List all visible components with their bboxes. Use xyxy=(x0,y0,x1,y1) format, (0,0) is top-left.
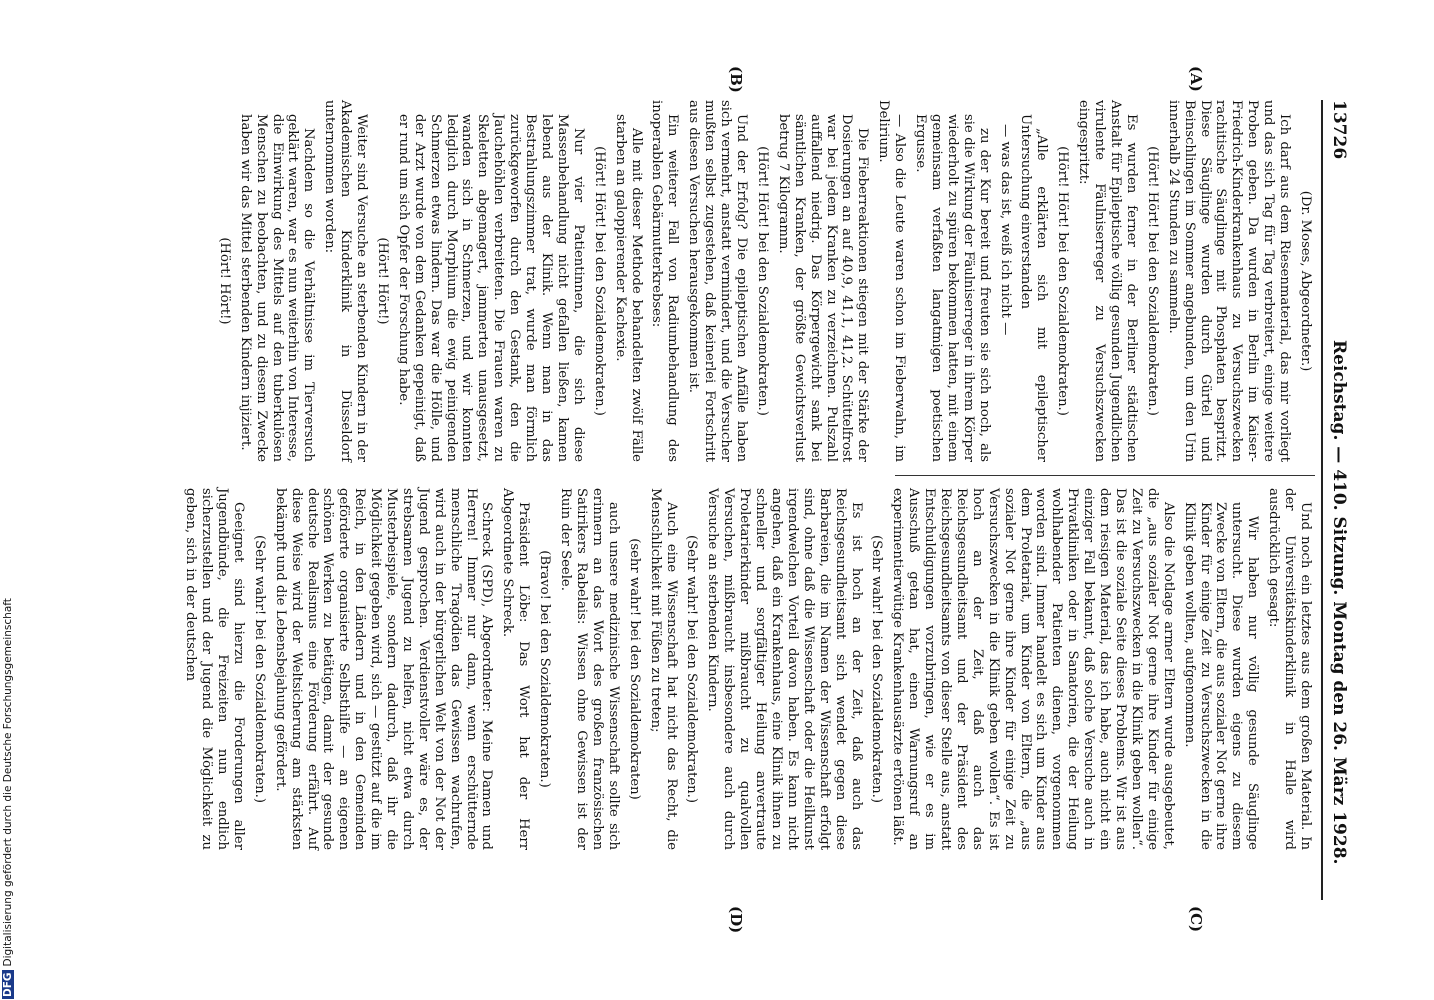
quote: Nachdem so die Verhältnisse im Tierversuch geklärt waren, war es nun weiterhin von Interesse, die Einwirkung des Mittels auf den tuberkulösen Menschen zu beobachten, und zu diesem Zwecke haben wir das Mittel sterbenden Kindern injiziert. xyxy=(237,114,317,462)
quote: zu der Kur bereit und freuten sie sich noch, als sie die Wirkung der Fäulniserreger in ihrem Körper wiederholt zu spüren bekommen hatten, mit einem gemeinsam verfaßten langatmigen poetischen Ergusse. xyxy=(913,114,992,462)
quote: „Alle erklärten sich mit epileptischer Untersuchung einverstanden xyxy=(1018,114,1050,462)
aside: — was das ist, weiß ich nicht — xyxy=(997,124,1013,336)
speaker-line: (Dr. Moses, Abgeordneter.) xyxy=(1298,190,1313,372)
interjection: (Hört! Hört! bei den Sozialdemokraten.) xyxy=(1144,146,1160,416)
header-rule xyxy=(1321,100,1323,900)
interjection: (Hört! Hört! bei den Sozialdemokraten.) xyxy=(591,146,607,416)
left-column xyxy=(211,100,1313,462)
paragraph: auch unsere medizinische Wissenschaft sollte sich erinnern an das Wort des großen französischen Satirikers Rabelais: Wissen ohne Gewissen ist der Ruin der Seele. xyxy=(558,488,621,850)
paragraph: Also die Notlage armer Eltern wurde ausgebeutet, die „aus sozialer Not gerne ihre Kinder für einige Zeit zu Versuchszwecken in die Klinik geben wollen“. Das ist die soziale Seite dieses Problems. Wir ist aus dem riesigen Material, das ich habe, auch nicht ein einziger Fall bekannt, daß solche Versuche auch in Privatkliniken oder in Sanatorien, die der Heilung wohlhabender Patienten dienen, vorgenommen worden sind. Immer handelt es sich um Kinder aus dem Proletariat, um Kinder von Eltern, die „aus sozialer Not gerne ihre Kinder für einige Zeit zu Versuchszwecken in die Klinik geben wollen“. Es ist hoch an der Zeit, daß auch das Reichsgesundheitsamt und der Präsident des Reichsgesundheitsamts von dieser Stelle aus, anstatt Entschuldigungen vorzubringen, wie er es im Ausschuß getan hat, einen Warnungsruf an experimentierwütige Krankenhausärzte ertönen läßt. xyxy=(890,488,1176,850)
paragraph: Ein weiterer Fall von Radiumbehandlung des inoperablen Gebärmutterkrebses: xyxy=(649,100,681,462)
running-title: Reichstag. — 410. Sitzung. Montag den 26. März 1928. xyxy=(1329,340,1349,865)
interjection: (sehr wahr! bei den Sozialdemokraten) xyxy=(626,538,642,800)
interjection: (Hört! Hört!) xyxy=(374,237,390,325)
quote: Wir haben nur völlig gesunde Säuglinge untersucht. Diese wurden eigens zu diesem Zwecke von Eltern, die aus sozialer Not gerne ihre Kinder für einige Zeit zu Versuchszwecken in die Klinik geben wollten, aufgenommen. xyxy=(1181,502,1261,850)
interjection: (Bravo! bei den Sozialdemokraten.) xyxy=(537,550,553,788)
president-line: Präsident Löbe: Das Wort hat der Herr Abgeordnete Schreck. xyxy=(500,488,532,850)
interjection: (Hört! Hört! bei den Sozialdemokraten.) xyxy=(754,146,770,416)
paragraph: Schreck (SPD), Abgeordneter: Meine Damen und Herren! Immer nur dann, wenn erschütternde menschliche Tragödien das Gewissen wachrufen, wird auch in der bürgerlichen Welt von der Not der Jugend gesprochen. Verdienstvoller wäre es, der strebsamen Jugend zu helfen, nicht etwa durch Musterbeispiele, sondern dadurch, daß ihr die Möglichkeit gegeben wird, sich — gestützt auf die im Reich, in den Ländern und in den Gemeinden geförderte organisierte Selbsthilfe — an eigenen schönen Werken zu betätigen, damit der gesunde deutsche Realismus eine Förderung erfährt. Auf diese Weise wird der Weltsicherung am stärksten bekämpft und die Lebensbejahung gefördert. xyxy=(272,488,495,850)
dfg-logo: DFG xyxy=(2,972,14,997)
interjection: (Sehr wahr! bei den Sozialdemokraten.) xyxy=(251,535,267,803)
credit-text: Digitalisierung gefördert durch die Deutsche Forschungsgemeinschaft xyxy=(2,598,14,967)
margin-marker-c: (C) xyxy=(1187,906,1205,933)
quote: Nur vier Patientinnen, die sich diese Massenbehandlung nicht gefallen ließen, kamen lebend aus der Klinik. Wenn man in das Bestrahlungszimmer trat, wurde man förmlich zurückgeworfen durch den Gestank, den die Jauchehöhlen verbreiteten. Die Frauen waren zu Skeletten abgemagert, jammerten unausgesetzt, wanden sich in Schmerzen, und wir konnten lediglich durch Morphium die ewig peinigenden Schmerzen etwas lindern. Das war die Hölle, und der Arzt wurde von dem Gedanken gepeinigt, daß er rund um sich Opfer der Forschung habe. xyxy=(395,114,586,462)
interjection: (Hört! Hört!) xyxy=(216,237,232,325)
paragraph: Und noch ein letztes aus dem großen Material. In der Universitätskinderklinik in Halle wird ausdrücklich gesagt: xyxy=(1266,488,1313,850)
interjection: (Sehr wahr! bei den Sozialdemokraten.) xyxy=(684,535,700,803)
margin-marker-b: (B) xyxy=(727,66,745,93)
margin-marker-a: (A) xyxy=(1187,66,1205,92)
page-number: 13726 xyxy=(1329,100,1349,160)
quote: Die Fieberreaktionen stiegen mit der Stärke der Dosierungen an auf 40,9, 41,1, 41,2. Schüttelfrost war bei jedem Kranken zu verzeichnen. Pulszahl auffallend niedrig. Das Körpergewicht sank bei sämtlichen Kranken, der größte Gewichtsverlust betrug 7 Kilogramm. xyxy=(775,114,871,462)
rotated-document-page xyxy=(115,66,1355,934)
interjection: (Sehr wahr! bei den Sozialdemokraten.) xyxy=(869,535,885,803)
paragraph: — Also die Leute waren schon im Fieberwahn, im Delirium. xyxy=(876,100,908,462)
paragraph: Es wurden ferner in der Berliner städtischen Anstalt für Epileptische völlig gesunden Jugendlichen virulente Fäulniserreger zu Versuchszwecken eingespritzt: xyxy=(1076,100,1139,462)
paragraph: Ich darf aus dem Riesenmaterial, das mir vorliegt und das sich Tag für Tag verbreitert, einige weitere Proben geben. Da wurden in Berlin im Kaiser-Friedrich-Kinderkrankenhaus zu Versuchszwecken rachitische Säuglinge mit Phosphaten bespritzt. Diese Säuglinge wurden durch Gürtel und Beinschlingen im Sommer angebunden, um den Urin innerhalb 24 Stunden zu sammeln. xyxy=(1165,100,1293,462)
paragraph: Es ist hoch an der Zeit, daß auch das Reichsgesundheitsamt sich wendet gegen diese Barbareien, die im Namen der Wissenschaft erfolgt sind, ohne daß die Wissenschaft oder die Heilkunst irgendwelchen Vorteil davon haben. Es kann nicht angehen, daß ein Krankenhaus, eine Klinik ihnen zu schneller und sorgfältiger Heilung anvertraute Proletarierkinder mißbraucht zu qualvollen Versuchen, mißbraucht insbesondere auch durch Versuche an sterbenden Kindern. xyxy=(705,488,864,850)
interjection: (Hört! Hört! bei den Sozialdemokraten.) xyxy=(1055,146,1071,416)
paragraph: Und der Erfolg? Die epileptischen Anfälle haben sich vermehrt, anstatt vermindert, und die Versucher mußten selbst zugestehen, daß keinerlei Fortschritt aus diesen Versuchen herausgekommen ist. xyxy=(686,100,749,462)
paragraph: Auch eine Wissenschaft hat nicht das Recht, die Menschlichkeit mit Füßen zu treten; xyxy=(647,488,679,850)
right-column xyxy=(177,488,1313,850)
paragraph: Geeignet sind hierzu die Forderungen aller Jugendbünde, die Freizeiten nun endlich sicherzustellen und der Jugend die Möglichkeit zu geben, sich in der deutschen xyxy=(183,488,246,850)
digitization-credit xyxy=(2,579,20,999)
column-divider xyxy=(895,475,1315,476)
margin-marker-d: (D) xyxy=(727,906,745,934)
page-header xyxy=(1325,100,1355,900)
paragraph: Weiter sind Versuche an sterbenden Kindern in der Akademischen Kinderklinik in Düsseldorf unternommen worden: xyxy=(322,100,370,462)
quote: Alle mit dieser Methode behandelten zwölf Fälle starben an galoppierender Kachexie. xyxy=(612,114,644,462)
